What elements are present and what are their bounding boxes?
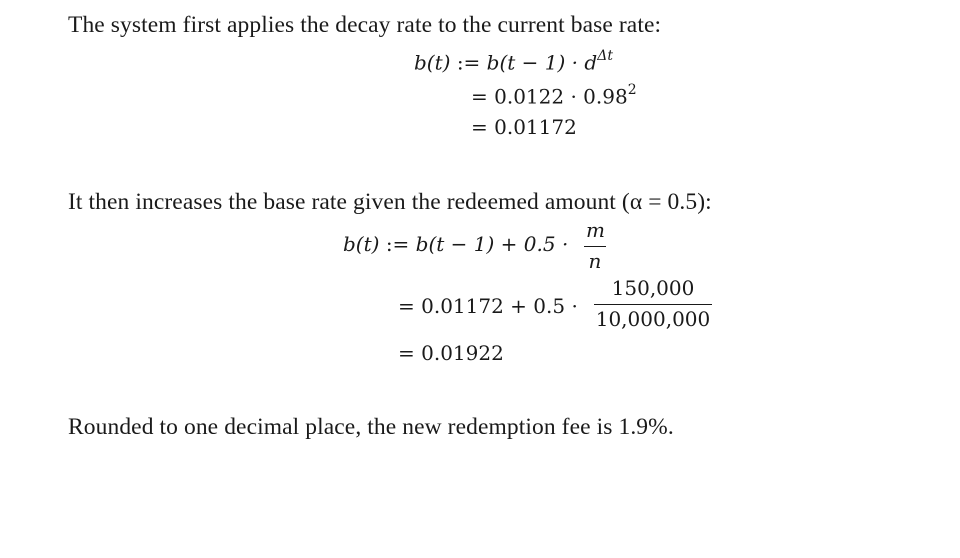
fraction-amount	[594, 276, 712, 331]
increase-equation-line3: = 0.01922	[398, 341, 504, 365]
decay-assign: :=	[456, 50, 481, 75]
fraction-n-denominator: n	[588, 249, 602, 273]
decay-line2-exponent: 2	[627, 82, 637, 98]
increase-equation-line1	[343, 232, 568, 256]
decay-equation-line3: = 0.01172	[471, 115, 577, 139]
second-text: It then increases the base rate given the redeemed amount (α = 0.5):	[68, 189, 712, 215]
increase-assign: :=	[385, 232, 410, 256]
increase-rhs: b(t − 1) + 0.5 ·	[415, 232, 569, 256]
fraction-m-over-n	[584, 218, 606, 273]
decay-exponent: Δt	[597, 48, 613, 64]
increase-equation-line2: = 0.01172 + 0.5 ·	[398, 294, 578, 318]
decay-rhs: b(t − 1) · d	[486, 50, 598, 75]
conclusion-text: Rounded to one decimal place, the new redemption fee is 1.9%.	[68, 414, 674, 440]
increase-lhs: b(t)	[343, 232, 380, 256]
fraction-m-numerator: m	[586, 218, 605, 242]
fraction-amount-numerator: 150,000	[611, 276, 695, 300]
fraction-amount-denominator: 10,000,000	[595, 307, 711, 331]
decay-equation-line2	[471, 84, 637, 109]
decay-lhs: b(t)	[414, 50, 451, 75]
intro-text: The system first applies the decay rate to the current base rate:	[68, 12, 662, 38]
decay-line2-text: = 0.0122 · 0.98	[471, 84, 628, 109]
decay-equation-line1	[414, 50, 613, 75]
